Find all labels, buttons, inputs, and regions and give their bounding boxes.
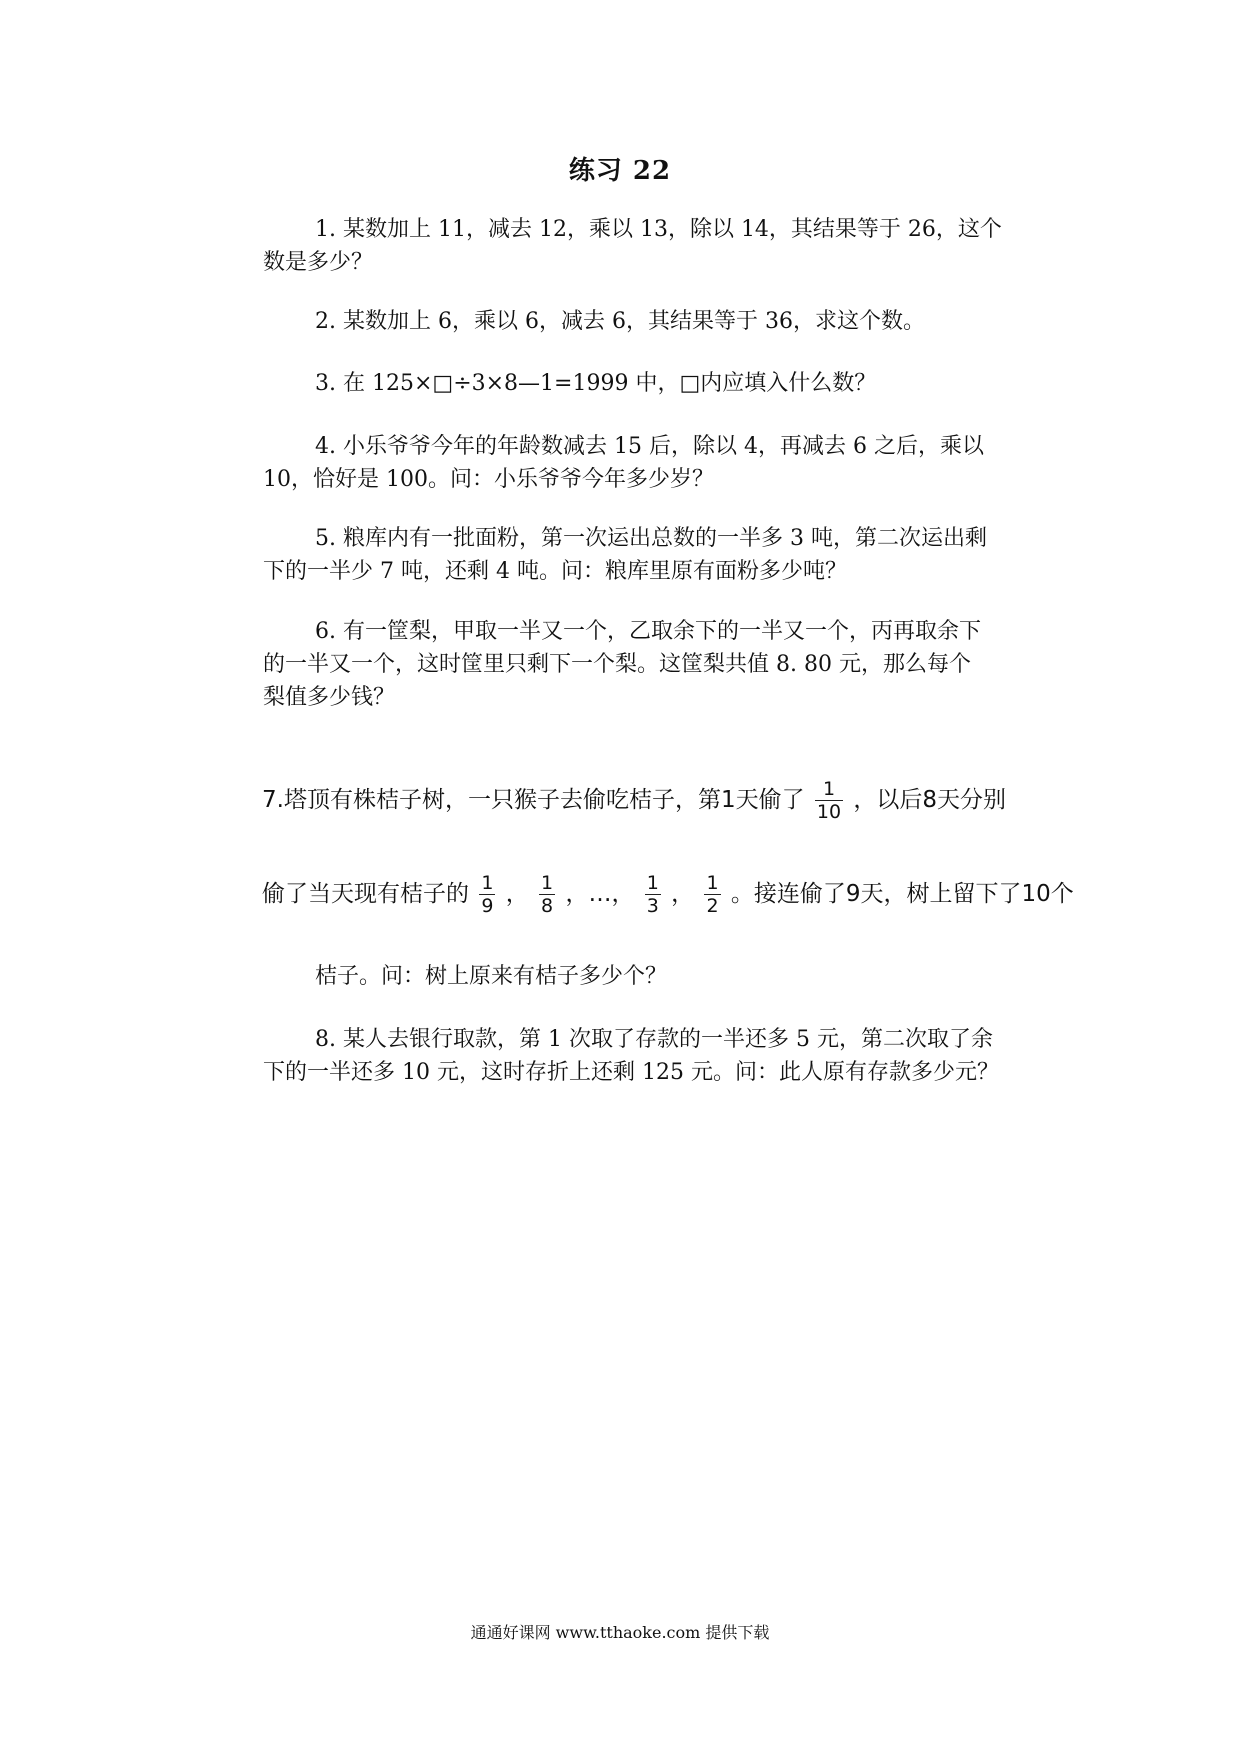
page-title: 练习 22	[568, 156, 672, 186]
question-6	[263, 615, 1023, 714]
fraction-denominator: 10	[816, 801, 842, 823]
fraction-numerator: 1	[822, 778, 836, 800]
question-6-line-3: 梨值多少钱？	[263, 685, 396, 710]
question-7-text-a: 7.塔顶有株桔子树，一只猴子去偷吃桔子，第1天偷了	[262, 787, 805, 813]
question-7-text-b: ，以后8天分别	[853, 787, 1007, 813]
fraction-numerator: 1	[646, 872, 659, 894]
question-4	[263, 430, 1023, 496]
question-1-line-2: 数是多少？	[263, 250, 374, 275]
fraction-1-10	[815, 778, 843, 823]
question-6-line-1: 6. 有一筐梨，甲取一半又一个，乙取余下的一半又一个，丙再取余下	[315, 619, 981, 644]
question-4-line-1: 4. 小乐爷爷今年的年龄数减去 15 后，除以 4，再减去 6 之后，乘以	[315, 434, 984, 459]
question-7-text-d: 。接连偷了9天，树上留下了10个	[730, 881, 1074, 907]
question-7-text-c: 偷了当天现有桔子的	[262, 881, 469, 907]
fraction-denominator: 9	[481, 895, 494, 917]
question-2-line-1: 2. 某数加上 6，乘以 6，减去 6，其结果等于 36，求这个数。	[315, 309, 925, 334]
fraction-numerator: 1	[541, 872, 554, 894]
separator: ，	[671, 881, 695, 907]
fraction-1-8	[539, 872, 555, 917]
fraction-numerator: 1	[481, 872, 494, 894]
question-5	[263, 522, 1023, 588]
fraction-1-3	[645, 872, 661, 917]
question-7-line-3	[263, 960, 1023, 993]
question-8	[263, 1023, 1023, 1089]
fraction-1-2	[704, 872, 720, 917]
question-3	[263, 367, 1023, 400]
question-4-line-2: 10，恰好是 100。问：小乐爷爷今年多少岁？	[263, 467, 714, 492]
question-8-line-1: 8. 某人去银行取款，第 1 次取了存款的一半还多 5 元，第二次取了余	[315, 1027, 993, 1052]
question-7-line-1	[262, 778, 1006, 823]
question-3-line-1: 3. 在 125×□÷3×8—1=1999 中，□内应填入什么数？	[315, 371, 877, 396]
fraction-denominator: 8	[541, 895, 554, 917]
footer-credit: 通通好课网 www.tthaoke.com 提供下载	[470, 1623, 770, 1642]
question-1-line-1: 1. 某数加上 11，减去 12，乘以 13，除以 14，其结果等于 26，这个	[315, 217, 1002, 242]
fraction-denominator: 2	[706, 895, 719, 917]
separator: ，	[505, 881, 529, 907]
fraction-denominator: 3	[646, 895, 659, 917]
question-5-line-2: 下的一半少 7 吨，还剩 4 吨。问：粮库里原有面粉多少吨？	[263, 559, 847, 584]
question-1	[263, 213, 1023, 279]
fraction-1-9	[479, 872, 495, 917]
question-2	[263, 305, 1023, 338]
fraction-numerator: 1	[706, 872, 719, 894]
question-7-line-2	[262, 872, 1074, 917]
question-8-line-2: 下的一半还多 10 元，这时存折上还剩 125 元。问：此人原有存款多少元？	[263, 1060, 999, 1085]
question-7-text-e: 桔子。问：树上原来有桔子多少个？	[315, 964, 668, 989]
question-6-line-2: 的一半又一个，这时筐里只剩下一个梨。这筐梨共值 8. 80 元，那么每个	[263, 652, 971, 677]
ellipsis: ，…，	[565, 881, 635, 907]
question-5-line-1: 5. 粮库内有一批面粉，第一次运出总数的一半多 3 吨，第二次运出剩	[315, 526, 987, 551]
